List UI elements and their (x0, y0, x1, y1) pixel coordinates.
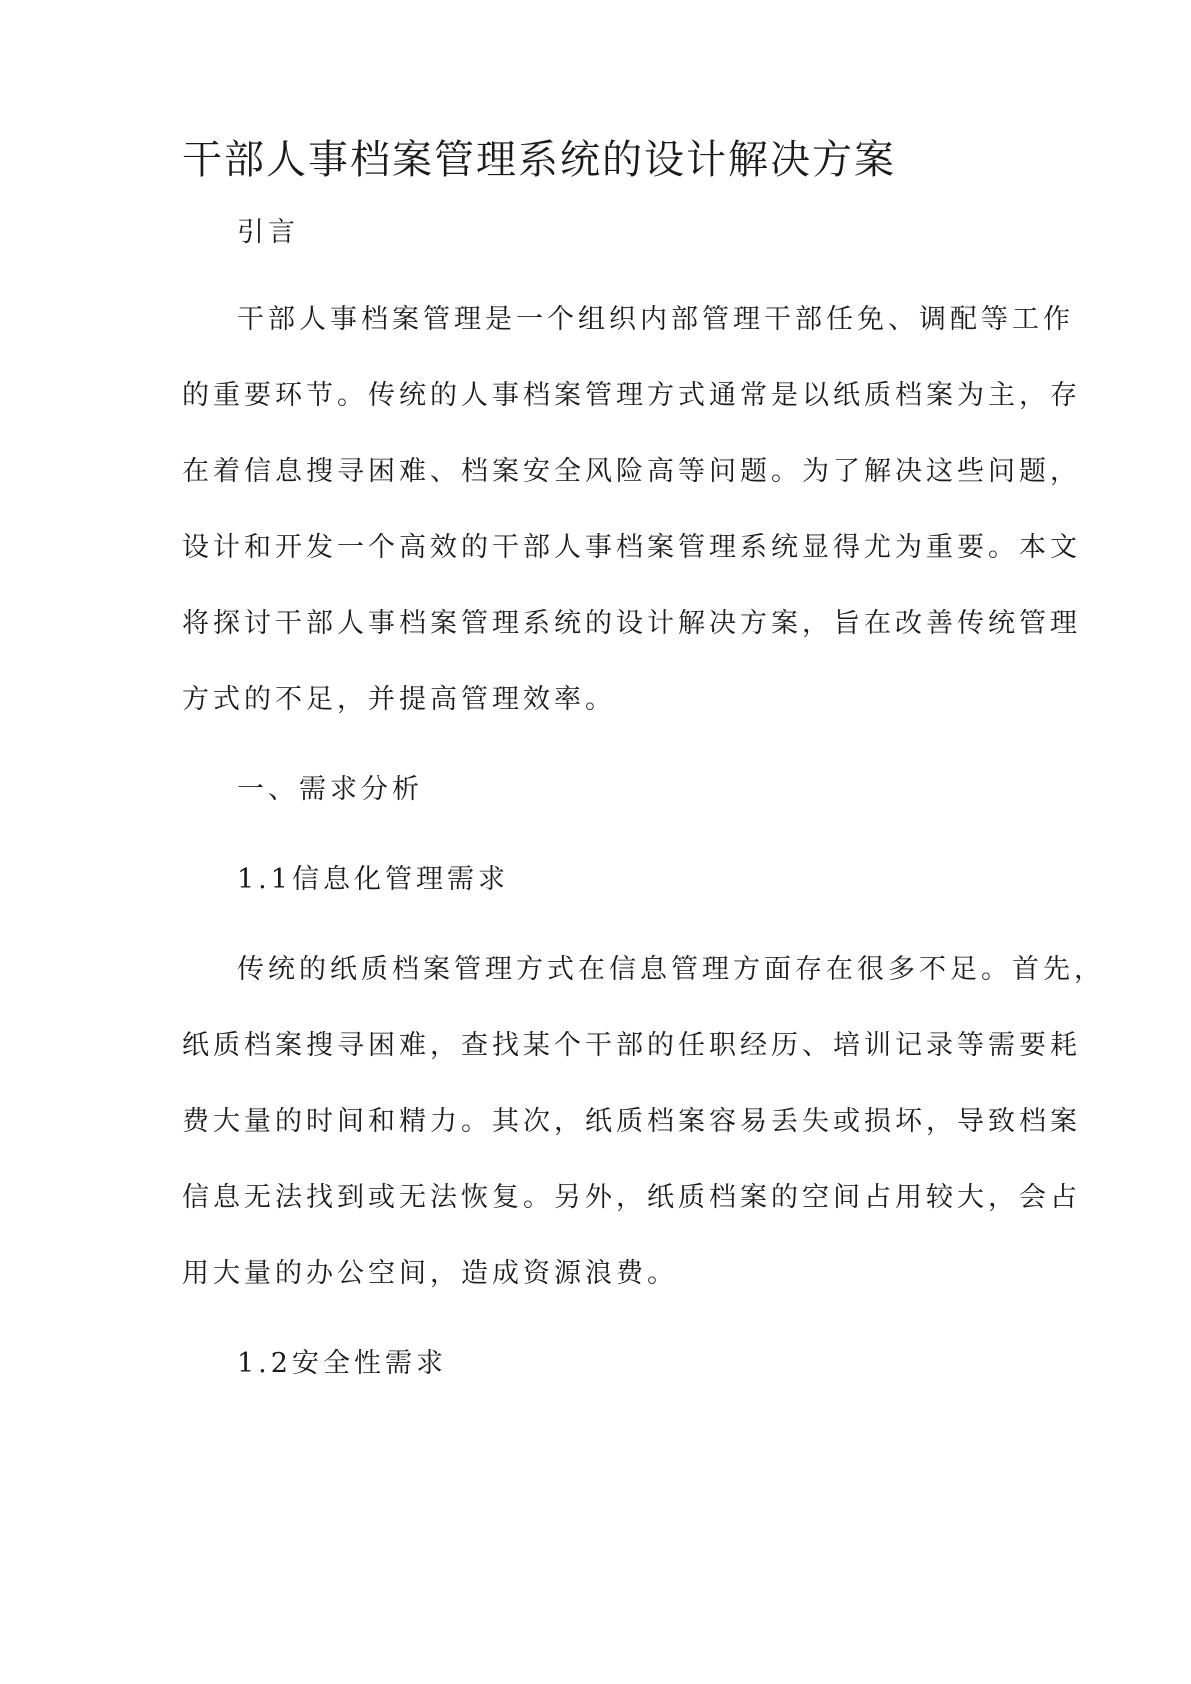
paragraph-line: 方式的不足，并提高管理效率。 (182, 684, 616, 715)
paragraph-line: 将探讨干部人事档案管理系统的设计解决方案，旨在改善传统管理 (182, 608, 1081, 639)
section-heading: 一、需求分析 (237, 774, 423, 805)
paragraph-line: 用大量的办公空间，造成资源浪费。 (182, 1258, 678, 1289)
document-title: 干部人事档案管理系统的设计解决方案 (182, 137, 896, 183)
paragraph-line: 干部人事档案管理是一个组织内部管理干部任免、调配等工作 (237, 304, 1074, 335)
subsection-heading: 1.1信息化管理需求 (237, 864, 509, 895)
paragraph-line: 纸质档案搜寻困难，查找某个干部的任职经历、培训记录等需要耗 (182, 1030, 1081, 1061)
intro-heading: 引言 (237, 217, 299, 248)
paragraph-line: 信息无法找到或无法恢复。另外，纸质档案的空间占用较大，会占 (182, 1182, 1081, 1213)
paragraph-line: 的重要环节。传统的人事档案管理方式通常是以纸质档案为主，存 (182, 380, 1081, 411)
paragraph-line: 设计和开发一个高效的干部人事档案管理系统显得尤为重要。本文 (182, 532, 1081, 563)
paragraph-line: 费大量的时间和精力。其次，纸质档案容易丢失或损坏，导致档案 (182, 1106, 1081, 1137)
paragraph-line: 传统的纸质档案管理方式在信息管理方面存在很多不足。首先， (237, 954, 1105, 985)
paragraph-line: 在着信息搜寻困难、档案安全风险高等问题。为了解决这些问题， (182, 456, 1081, 487)
subsection-heading: 1.2安全性需求 (237, 1348, 447, 1379)
